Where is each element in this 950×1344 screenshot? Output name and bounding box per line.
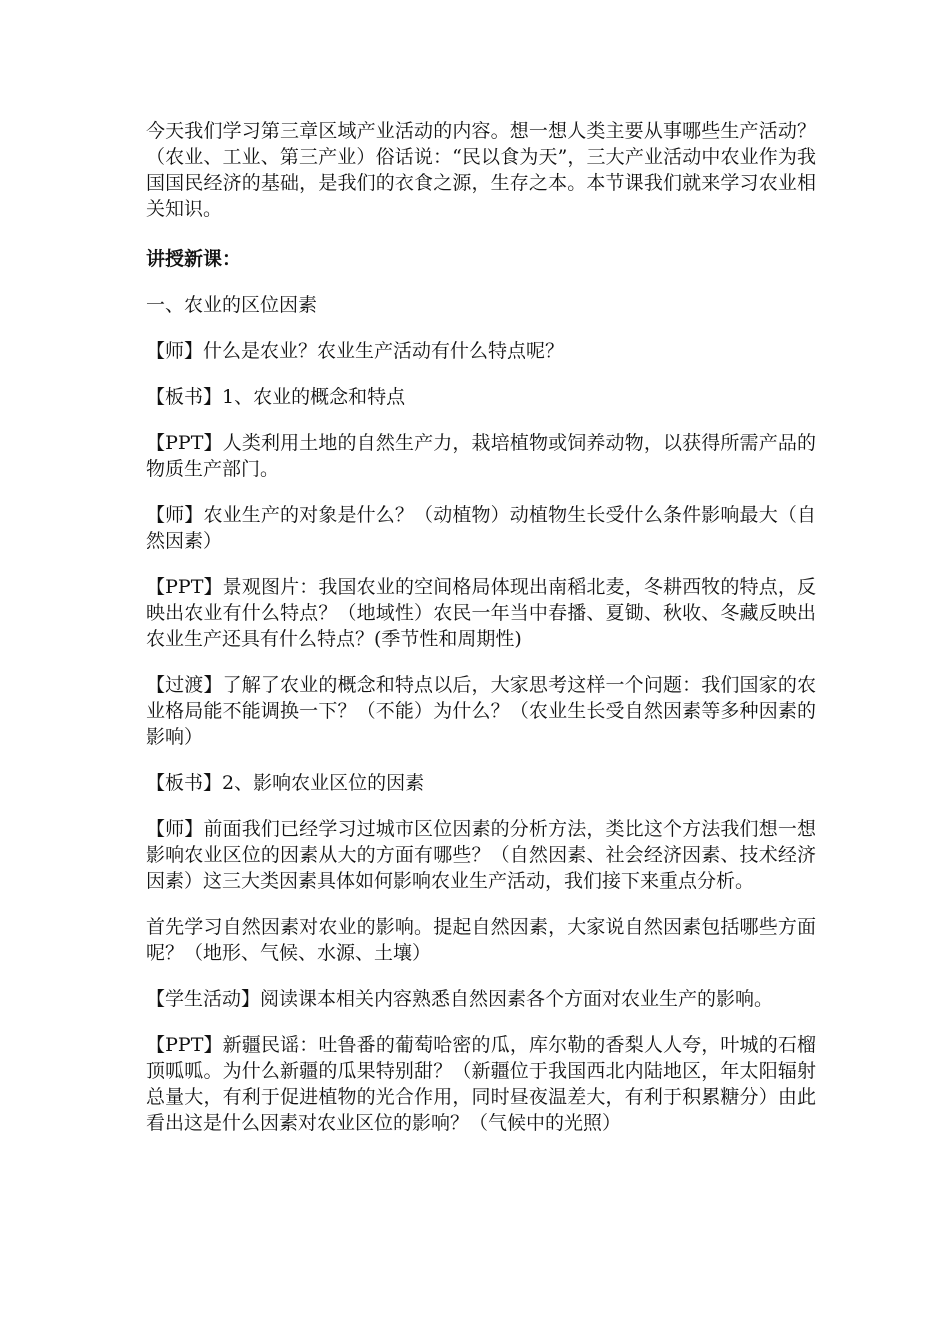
- teacher-question-paragraph: 【师】什么是农业？农业生产活动有什么特点呢？: [146, 340, 565, 362]
- section-heading-new-lesson: 讲授新课：: [146, 248, 242, 270]
- teacher-object-paragraph: 【师】农业生产的对象是什么？（动植物）动植物生长受什么条件影响最大（自然因素）: [146, 504, 816, 552]
- board-note-factors-paragraph: 【板书】2、影响农业区位的因素: [146, 772, 425, 794]
- document-page: [146, 118, 816, 1156]
- teacher-factors-paragraph: 【师】前面我们已经学习过城市区位因素的分析方法，类比这个方法我们想一想影响农业区位的因素从大的方面有哪些？（自然因素、社会经济因素、技术经济因素）这三大类因素具体如何影响农业生产活动，我们接下来重点分析。: [146, 818, 816, 892]
- ppt-xinjiang-paragraph: 【PPT】新疆民谣：吐鲁番的葡萄哈密的瓜，库尔勒的香梨人人夸，叶城的石榴顶呱呱。为什么新疆的瓜果特别甜？（新疆位于我国西北内陆地区，年太阳辐射总量大，有利于促进植物的光合作用，同时昼夜温差大，有利于积累糖分）由此看出这是什么因素对农业区位的影响？（气候中的光照）: [146, 1034, 816, 1134]
- subsection-heading-agri-location: 一、农业的区位因素: [146, 294, 318, 316]
- ppt-definition-paragraph: 【PPT】人类利用土地的自然生产力，栽培植物或饲养动物，以获得所需产品的物质生产部门。: [146, 432, 816, 480]
- intro-paragraph: 今天我们学习第三章区域产业活动的内容。想一想人类主要从事哪些生产活动？（农业、工业、第三产业）俗话说：“民以食为天”，三大产业活动中农业作为我国国民经济的基础，是我们的衣食之源，生存之本。本节课我们就来学习农业相关知识。: [146, 120, 816, 220]
- natural-factors-paragraph: 首先学习自然因素对农业的影响。提起自然因素，大家说自然因素包括哪些方面呢？（地形、气候、水源、土壤）: [146, 916, 816, 964]
- ppt-landscape-paragraph: 【PPT】景观图片：我国农业的空间格局体现出南稻北麦，冬耕西牧的特点，反映出农业有什么特点？（地域性）农民一年当中春播、夏锄、秋收、冬藏反映出农业生产还具有什么特点？(季节性和周期性): [146, 576, 816, 650]
- student-activity-paragraph: 【学生活动】阅读课本相关内容熟悉自然因素各个方面对农业生产的影响。: [146, 988, 774, 1010]
- transition-paragraph: 【过渡】了解了农业的概念和特点以后，大家思考这样一个问题：我们国家的农业格局能不能调换一下？（不能）为什么？（农业生长受自然因素等多种因素的影响）: [146, 674, 816, 748]
- board-note-paragraph: 【板书】1、农业的概念和特点: [146, 386, 406, 408]
